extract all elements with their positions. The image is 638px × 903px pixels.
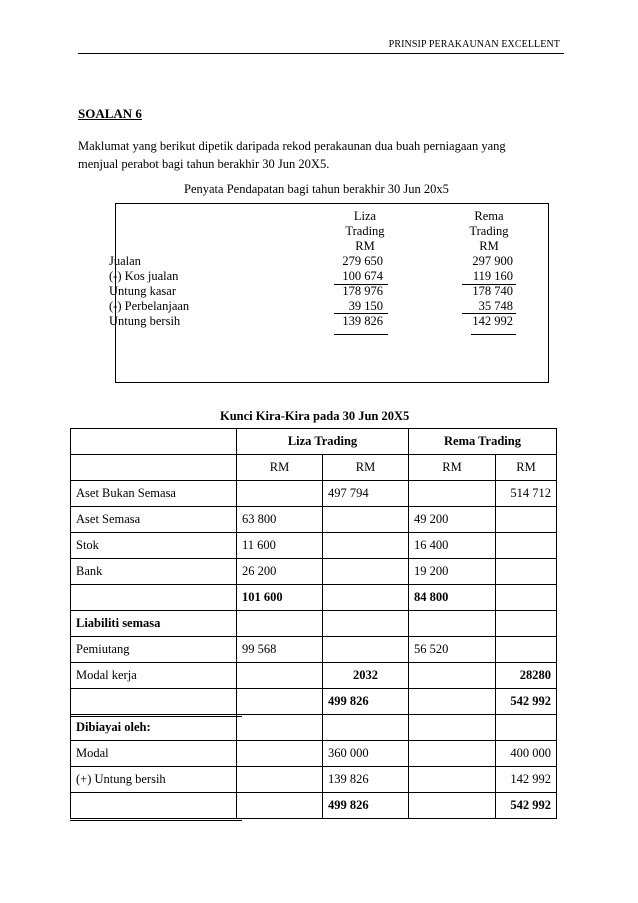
- value-cell: 63 800: [237, 507, 323, 533]
- value-cell: 11 600: [237, 533, 323, 559]
- value-cell: 499 826: [323, 793, 409, 819]
- value-cell: 360 000: [323, 741, 409, 767]
- table-row: [71, 715, 557, 741]
- stmt-liza-value: 139 826: [342, 314, 383, 328]
- value-cell: 84 800: [409, 585, 496, 611]
- value-cell: 2032: [323, 663, 409, 689]
- unit-cell: RM: [237, 455, 323, 481]
- stmt-row-label: Untung bersih: [109, 314, 181, 328]
- value-cell: [496, 715, 557, 741]
- rema-subtotal-rule: [462, 313, 516, 314]
- value-cell: [409, 689, 496, 715]
- table-row: [71, 689, 557, 715]
- value-cell: 542 992: [496, 793, 557, 819]
- value-cell: [409, 611, 496, 637]
- income-statement-title: Penyata Pendapatan bagi tahun berakhir 30 Jun 20x5: [184, 182, 449, 196]
- liza-col-name: Liza: [353, 209, 377, 223]
- value-cell: [323, 559, 409, 585]
- balance-sheet-table: [70, 428, 557, 819]
- value-cell: [409, 793, 496, 819]
- value-cell: 19 200: [409, 559, 496, 585]
- value-cell: 499 826: [323, 689, 409, 715]
- label-column-underline: [70, 716, 242, 717]
- liza-subtotal-rule: [334, 313, 388, 314]
- row-label: [71, 585, 237, 611]
- row-label: Modal: [71, 741, 237, 767]
- stmt-rema-value: 142 992: [472, 314, 513, 328]
- value-cell: [496, 533, 557, 559]
- stmt-row-label: Jualan: [109, 254, 141, 268]
- value-cell: [409, 741, 496, 767]
- stmt-liza-value: 178 976: [342, 284, 383, 298]
- stmt-rema-value: 178 740: [472, 284, 513, 298]
- stmt-row-label: (-) Perbelanjaan: [109, 299, 190, 313]
- value-cell: [496, 559, 557, 585]
- page-header-title: PRINSIP PERAKAUNAN EXCELLENT: [388, 39, 560, 50]
- row-label: [71, 689, 237, 715]
- table-row: [71, 533, 557, 559]
- value-cell: [237, 689, 323, 715]
- rema-col-unit: RM: [479, 239, 499, 253]
- value-cell: 16 400: [409, 533, 496, 559]
- liza-trading-header: Liza Trading: [237, 429, 409, 455]
- value-cell: 99 568: [237, 637, 323, 663]
- value-cell: 400 000: [496, 741, 557, 767]
- table-cell: [71, 429, 237, 455]
- row-label: Aset Semasa: [71, 507, 237, 533]
- liza-col-unit: RM: [355, 239, 375, 253]
- value-cell: [323, 715, 409, 741]
- row-label: Aset Bukan Semasa: [71, 481, 237, 507]
- table-row: [71, 611, 557, 637]
- rema-total-rule: [471, 334, 516, 335]
- value-cell: [496, 585, 557, 611]
- value-cell: 542 992: [496, 689, 557, 715]
- value-cell: [323, 637, 409, 663]
- liza-col-sub: Trading: [345, 224, 385, 238]
- table-row: [71, 507, 557, 533]
- stmt-liza-value: 39 150: [348, 299, 383, 313]
- value-cell: [323, 507, 409, 533]
- value-cell: [409, 715, 496, 741]
- value-cell: 142 992: [496, 767, 557, 793]
- question-line-2: menjual perabot bagi tahun berakhir 30 Jun 20X5.: [78, 157, 330, 171]
- value-cell: 101 600: [237, 585, 323, 611]
- table-row: [71, 663, 557, 689]
- value-cell: [323, 611, 409, 637]
- row-label: (+) Untung bersih: [71, 767, 237, 793]
- table-row: [71, 481, 557, 507]
- unit-cell: RM: [496, 455, 557, 481]
- rema-col-sub: Trading: [469, 224, 509, 238]
- value-cell: 26 200: [237, 559, 323, 585]
- liza-total-rule: [334, 334, 388, 335]
- value-cell: [237, 611, 323, 637]
- value-cell: [409, 663, 496, 689]
- value-cell: 497 794: [323, 481, 409, 507]
- value-cell: [237, 767, 323, 793]
- value-cell: 49 200: [409, 507, 496, 533]
- value-cell: [409, 481, 496, 507]
- value-cell: [237, 663, 323, 689]
- table-row: [71, 767, 557, 793]
- stmt-liza-value: 100 674: [342, 269, 383, 283]
- stmt-rema-value: 297 900: [472, 254, 513, 268]
- question-text: [78, 137, 548, 173]
- value-cell: 514 712: [496, 481, 557, 507]
- stmt-liza-value: 279 650: [342, 254, 383, 268]
- stmt-row-label: (-) Kos jualan: [109, 269, 179, 283]
- value-cell: [323, 533, 409, 559]
- value-cell: 56 520: [409, 637, 496, 663]
- table-row: [71, 793, 557, 819]
- table-row: [71, 559, 557, 585]
- row-label: Dibiayai oleh:: [71, 715, 237, 741]
- rema-subtotal-rule: [462, 284, 516, 285]
- row-label: [71, 793, 237, 819]
- rema-trading-header: Rema Trading: [409, 429, 557, 455]
- value-cell: [237, 793, 323, 819]
- rema-col-name: Rema: [474, 209, 504, 223]
- value-cell: [323, 585, 409, 611]
- value-cell: 28280: [496, 663, 557, 689]
- value-cell: [496, 637, 557, 663]
- row-label: Modal kerja: [71, 663, 237, 689]
- value-cell: [496, 507, 557, 533]
- label-column-underline: [70, 820, 242, 821]
- liza-subtotal-rule: [334, 284, 388, 285]
- value-cell: [237, 715, 323, 741]
- row-label: Pemiutang: [71, 637, 237, 663]
- stmt-row-label: Untung kasar: [109, 284, 176, 298]
- table-header-row: [71, 429, 557, 455]
- unit-cell: RM: [323, 455, 409, 481]
- table-unit-row: [71, 455, 557, 481]
- table-row: [71, 637, 557, 663]
- value-cell: [237, 481, 323, 507]
- row-label: Bank: [71, 559, 237, 585]
- row-label: Stok: [71, 533, 237, 559]
- question-line-1: Maklumat yang berikut dipetik daripada rekod perakaunan dua buah perniagaan yang: [78, 139, 506, 153]
- balance-sheet-title: Kunci Kira-Kira pada 30 Jun 20X5: [220, 409, 410, 423]
- value-cell: [496, 611, 557, 637]
- value-cell: [409, 767, 496, 793]
- unit-cell: RM: [409, 455, 496, 481]
- question-heading: SOALAN 6: [78, 106, 142, 121]
- table-row: [71, 585, 557, 611]
- row-label: Liabiliti semasa: [71, 611, 237, 637]
- stmt-rema-value: 119 160: [472, 269, 513, 283]
- value-cell: 139 826: [323, 767, 409, 793]
- table-row: [71, 741, 557, 767]
- value-cell: [237, 741, 323, 767]
- stmt-rema-value: 35 748: [478, 299, 513, 313]
- table-cell: [71, 455, 237, 481]
- header-rule: [78, 53, 564, 54]
